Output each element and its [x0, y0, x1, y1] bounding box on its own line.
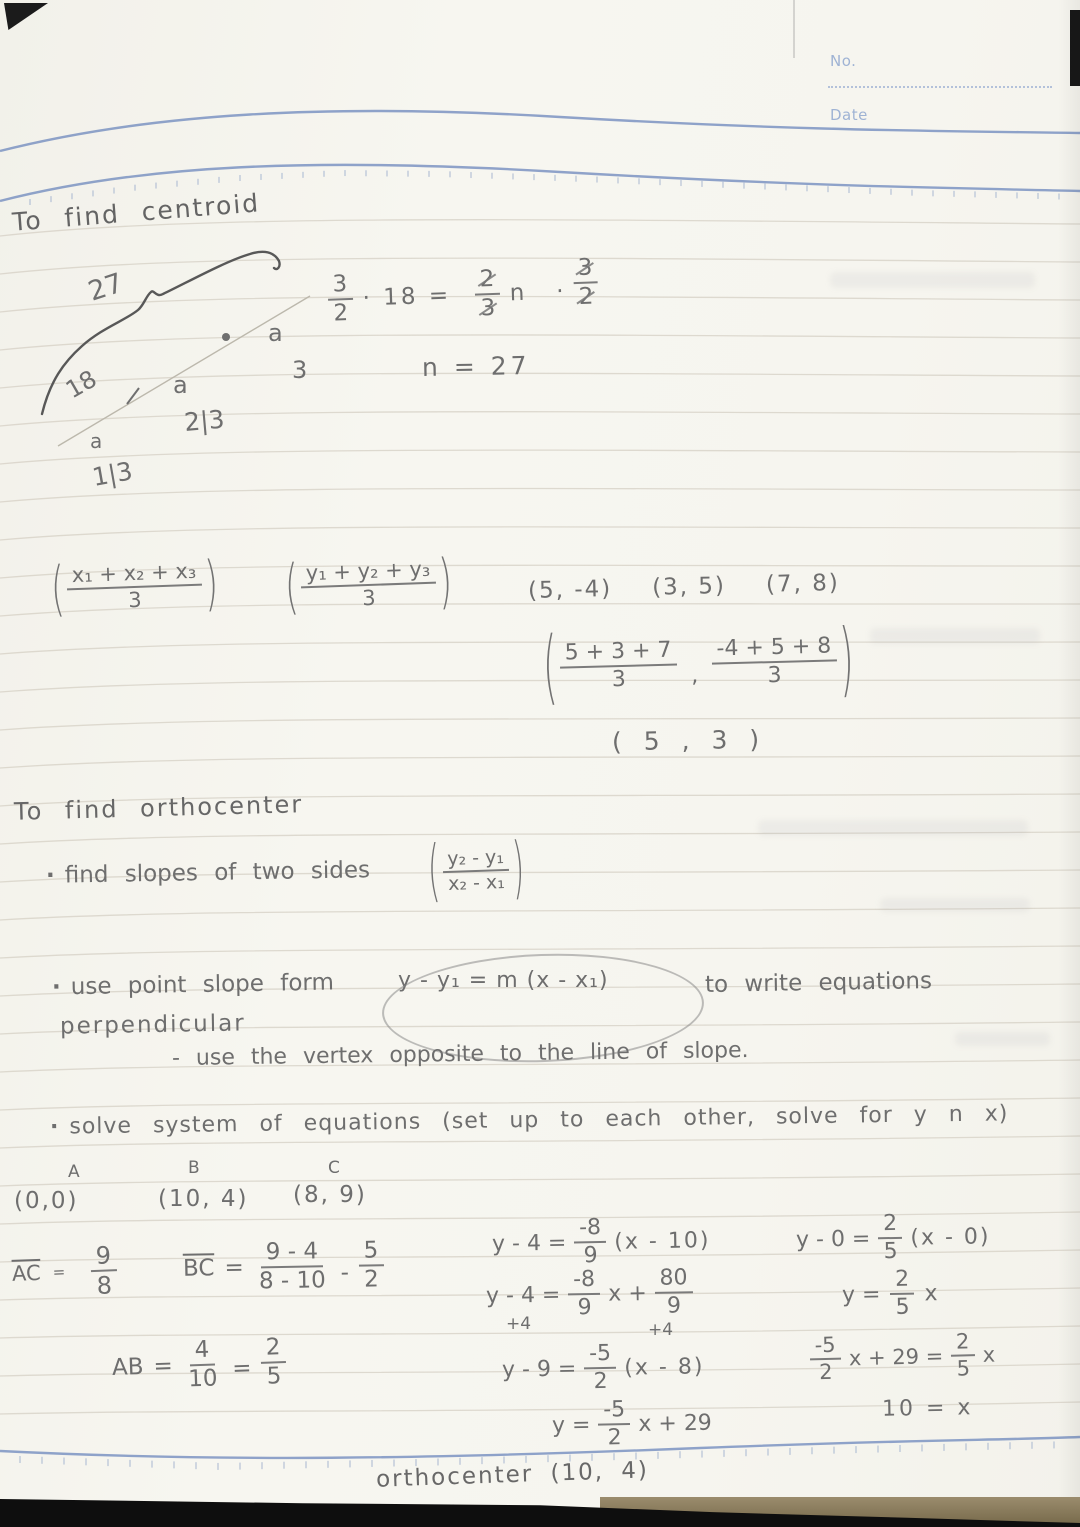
mid-eq-2-add-left: +4 — [506, 1314, 532, 1334]
slope-formula — [424, 829, 528, 912]
close-paren: ) — [437, 547, 454, 618]
rhs: (x - 0) — [910, 1223, 991, 1251]
fraction: $\frac{-8}{9}$ — [574, 1216, 607, 1269]
right-eq-1 — [796, 1210, 991, 1266]
segment-ac: $\overline{AC}$ — [11, 1261, 42, 1287]
mid: x + — [608, 1280, 647, 1307]
no-label: No. — [830, 52, 857, 70]
sketch-label-one-third: 1|3 — [90, 456, 135, 492]
centroid-result: ( 5 , 3 ) — [611, 724, 767, 757]
orthocenter-title: To find orthocenter — [13, 790, 304, 826]
comma: , — [690, 662, 699, 688]
vertex-label-c: C — [328, 1158, 340, 1178]
lhs: y - 4 = — [491, 1230, 567, 1257]
close-paren: ) — [203, 549, 220, 620]
fraction: $\frac{2}{5}$ — [890, 1268, 915, 1321]
fraction: $\frac{2}{5}$ — [951, 1330, 976, 1381]
step-text: use point slope form — [70, 969, 335, 1001]
sketch-label-a-mid: a — [173, 371, 188, 399]
centroid-equation — [327, 254, 599, 327]
bleed-smudge — [758, 820, 1028, 836]
step-text: solve system of equations (set up to each other, solve for y n x) — [69, 1101, 1009, 1140]
right-eq-3 — [809, 1330, 995, 1385]
fraction: $\frac{9 - 4}{8 - 10}$ — [258, 1238, 327, 1295]
lhs: y - 0 = — [795, 1226, 871, 1253]
variable-n: n — [509, 280, 525, 307]
fraction: $\frac{4}{10}$ — [187, 1336, 219, 1393]
lhs: y = — [841, 1281, 881, 1308]
step-text: find slopes of two sides — [64, 857, 371, 889]
sketch-label-18: 18 — [61, 364, 102, 405]
fraction: $\frac{-5}{2}$ — [598, 1398, 631, 1451]
sketch-label-a-top: a — [268, 319, 283, 347]
perpendicular-label: perpendicular — [59, 1010, 246, 1040]
step-point-slope — [52, 970, 334, 1001]
lhs: y = — [551, 1412, 591, 1439]
lhs: y - 9 = — [501, 1356, 577, 1383]
open-paren: ( — [541, 621, 559, 715]
times-18: · 18 = — [362, 282, 452, 312]
mid-eq-4 — [552, 1397, 713, 1452]
median-sketch — [30, 246, 330, 496]
close-paren: ) — [510, 829, 526, 909]
mid-eq-3 — [502, 1340, 705, 1396]
vertex-label-a: A — [68, 1162, 80, 1182]
fraction: $\frac{2}{5}$ — [878, 1212, 903, 1265]
bleed-smudge — [880, 898, 1030, 912]
sketch-label-a-low: a — [90, 429, 103, 453]
fraction: $\frac{80}{9}$ — [654, 1266, 693, 1319]
slope-ac — [11, 1242, 117, 1302]
dot-operator: · — [555, 278, 565, 306]
orthocenter-answer: orthocenter (10, 4) — [375, 1457, 650, 1493]
mid: x + 29 = — [848, 1344, 944, 1371]
fraction-cancelled: $\frac{3}{2}$ — [572, 255, 599, 310]
equals: = — [153, 1353, 174, 1380]
fraction: $\frac{-8}{9}$ — [568, 1268, 601, 1321]
equals: = — [231, 1355, 252, 1383]
open-paren: ( — [426, 832, 442, 912]
sketch-label-two-thirds: 2|3 — [182, 404, 226, 437]
fraction: $\frac{2}{5}$ — [260, 1335, 287, 1390]
equals: = — [224, 1254, 244, 1282]
slope-bc — [183, 1238, 384, 1296]
close-paren: ) — [838, 614, 855, 707]
centroid-formula-y — [281, 547, 456, 623]
dash: - — [340, 1260, 350, 1287]
right-eq-2 — [842, 1267, 938, 1321]
sketch-label-27: 27 — [84, 267, 127, 308]
point: (5, -4) — [527, 575, 613, 605]
fraction: $\frac{5 + 3 + 7}{3}$ — [559, 639, 677, 694]
segment-bc: $\overline{BC}$ — [182, 1255, 215, 1283]
fraction: $\frac{-5}{2}$ — [809, 1334, 841, 1385]
rhs: (x - 8) — [624, 1353, 705, 1381]
segment-ab: AB — [111, 1354, 145, 1382]
rhs: x — [982, 1342, 996, 1367]
mid-eq-2-add-right: +4 — [648, 1320, 674, 1340]
open-paren: ( — [283, 552, 300, 623]
fraction: $\frac{-4 + 5 + 8}{3}$ — [711, 634, 837, 690]
bullet-icon: · — [45, 862, 56, 889]
bleed-smudge — [830, 272, 1035, 288]
step-point-slope-end: to write equations — [704, 968, 933, 998]
point-slope-formula — [398, 968, 609, 993]
rhs: x + 29 — [638, 1410, 713, 1437]
fraction: $\frac{\text{y₂ - y₁}}{\text{x₂ - x₁}}$ — [442, 847, 510, 895]
centroid-substitution — [539, 614, 857, 715]
fraction: $\frac{9}{8}$ — [90, 1242, 117, 1300]
vertex-label-b: B — [188, 1158, 200, 1178]
sketch-label-3: 3 — [292, 356, 308, 384]
slope-ab — [111, 1335, 287, 1396]
bullet-icon: · — [49, 1114, 60, 1140]
date-label: Date — [830, 106, 868, 124]
rhs: (x - 10) — [614, 1227, 711, 1255]
sketch-midpoint-dot — [222, 333, 230, 341]
rhs: x — [924, 1280, 938, 1307]
mid-eq-1 — [492, 1214, 711, 1270]
vertex-point-b: (10, 4) — [158, 1186, 249, 1212]
fraction: $\frac{\text{y₁ + y₂ + y₃}}{3}$ — [300, 558, 436, 613]
fraction-cancelled: $\frac{2}{3}$ — [474, 267, 501, 322]
fraction: $\frac{\text{x₁ + x₂ + x₃}}{3}$ — [66, 560, 202, 615]
bullet-icon: · — [51, 974, 61, 1001]
point: (3, 5) — [651, 572, 727, 601]
centroid-formula-x — [47, 549, 222, 625]
no-line — [828, 76, 1052, 88]
open-paren: ( — [49, 554, 66, 625]
formula-text: y - y₁ = m (x - x₁) — [398, 968, 609, 993]
centroid-title: To find centroid — [11, 188, 262, 237]
fraction: $\frac{-5}{2}$ — [584, 1342, 617, 1395]
fraction: $\frac{5}{2}$ — [358, 1238, 384, 1293]
right-edge-shade — [1058, 0, 1080, 1500]
vertex-point-c: (8, 9) — [293, 1182, 367, 1208]
bleed-smudge — [955, 1032, 1050, 1046]
page-crease — [793, 0, 795, 58]
n-result: n = 27 — [421, 351, 531, 382]
point: (7, 8) — [765, 569, 841, 598]
vertex-note: - use the vertex opposite to the line of slope. — [171, 1037, 749, 1072]
lhs: y - 4 = — [485, 1282, 561, 1309]
right-eq-4: 10 = x — [881, 1395, 974, 1422]
fraction: $\frac{3}{2}$ — [327, 272, 354, 327]
equals: = — [52, 1263, 66, 1282]
vertex-point-a: (0,0) — [14, 1188, 79, 1214]
bleed-smudge — [870, 628, 1040, 644]
